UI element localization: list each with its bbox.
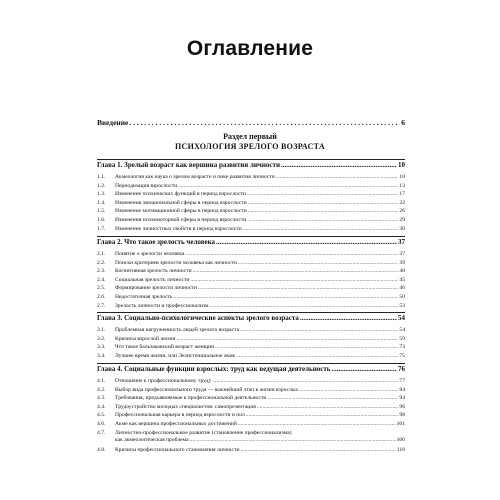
toc-intro[interactable] — [97, 118, 405, 127]
toc-leader-dots — [243, 227, 399, 233]
toc-item-text: Лучшее время жизни, или Экзистенциальное акме — [115, 352, 236, 359]
toc-item-text — [115, 430, 405, 444]
toc-item[interactable] — [97, 174, 405, 181]
toc-item-text: Отношение к профессиональному труду — [115, 378, 212, 384]
toc-chapter-label: Глава 1. Зрелый возраст как вершина развития личности — [97, 161, 280, 169]
toc-item-text: Проблемная нагруженность людей зрелого возраста — [115, 327, 240, 333]
toc-item-text: Зрелость личности и профессионализм — [115, 302, 209, 309]
toc-chapter-page: 37 — [398, 238, 405, 246]
toc-chapter[interactable] — [97, 314, 405, 322]
toc-item-page: 30 — [399, 225, 405, 232]
toc-item-text: Периодизация взрослости — [115, 182, 178, 189]
toc-leader-dots — [299, 388, 398, 394]
toc-item-number: 2.7. — [97, 302, 106, 309]
toc-item-page: 26 — [399, 208, 405, 215]
toc-item-number: 3.4. — [97, 352, 106, 359]
toc-item-text: Что такое бальзаковский возраст женщин — [115, 344, 214, 351]
toc-item-page: 13 — [399, 182, 405, 189]
toc-item-number: 2.5. — [97, 285, 106, 292]
toc-item-page: 46 — [399, 285, 405, 292]
toc-item[interactable] — [97, 285, 405, 292]
page-title: Оглавление — [186, 37, 314, 60]
toc-item-page: 54 — [399, 327, 405, 333]
toc-item-text: Понятие о зрелости человека — [115, 251, 185, 257]
toc-leader-dots — [212, 379, 398, 385]
toc-item-text: Выбор вида профессионального труда — важнейший этап в жизни взрослых — [115, 386, 299, 393]
toc-item[interactable] — [97, 352, 405, 360]
toc-item-page: 37 — [399, 251, 405, 257]
toc-item-text-line2: как акмеологическая проблема — [115, 437, 189, 444]
toc-item[interactable] — [97, 268, 405, 275]
toc-leader-dots — [174, 295, 399, 301]
toc-item[interactable] — [97, 344, 405, 351]
toc-item-page: 29 — [399, 217, 405, 223]
toc-item-number: 4.6. — [97, 421, 106, 427]
toc-item-text: Трудоустройство молодых специалистов: самопрезентация — [115, 403, 256, 410]
toc-item-number: 1.6. — [97, 217, 106, 223]
chapter-rule — [97, 363, 405, 364]
toc-item-number: 3.3. — [97, 344, 106, 351]
toc-item-page: 17 — [399, 191, 405, 198]
toc-item-number: 4.5. — [97, 412, 106, 419]
toc-item-number: 4.2. — [97, 386, 106, 393]
toc-item-text: Акме как вершина профессиональных достижений — [115, 421, 237, 427]
chapter-rule — [97, 312, 405, 313]
toc-item-page: 96 — [399, 403, 405, 410]
toc-item[interactable] — [97, 217, 405, 224]
toc-item[interactable] — [97, 446, 405, 454]
toc-item-text-line1: Личностно-профессиональное развитие (становление профессионализма) — [115, 429, 292, 436]
toc-chapter-page: 54 — [398, 314, 405, 322]
toc-chapter-page: 76 — [398, 365, 405, 373]
toc-item-number: 1.7. — [97, 225, 106, 232]
toc-item[interactable] — [97, 251, 405, 258]
toc-item-number: 2.3. — [97, 268, 106, 275]
toc-item[interactable] — [97, 302, 405, 310]
toc-item-text: Изменение личностных свойств в период взрослости — [115, 225, 242, 232]
toc-item[interactable] — [97, 403, 405, 411]
toc-intro-page: 6 — [401, 118, 405, 127]
toc-leader-dots — [193, 269, 399, 275]
toc-item-page: 22 — [399, 199, 405, 206]
toc-item-page: 116 — [396, 446, 405, 453]
toc-item[interactable] — [97, 199, 405, 207]
toc-item-number: 4.4. — [97, 403, 106, 410]
toc-item-text: Когнитивная зрелость личности — [115, 268, 192, 275]
toc-leader-dots — [215, 345, 398, 351]
toc-chapter-page: 10 — [398, 161, 405, 169]
toc-leader-dots — [240, 328, 398, 334]
toc-item[interactable] — [97, 208, 405, 215]
toc-item-page: 98 — [399, 412, 405, 419]
toc-item-page: 75 — [399, 352, 405, 359]
toc-item-number: 3.2. — [97, 335, 106, 342]
toc-leader-dots — [247, 218, 398, 224]
toc-item[interactable] — [97, 395, 405, 402]
toc-item-number: 1.2. — [97, 182, 106, 189]
toc-item-page: 40 — [399, 268, 405, 275]
toc-leader-dots — [216, 239, 397, 246]
toc-item-page: 59 — [399, 335, 405, 342]
toc-item[interactable] — [97, 191, 405, 198]
toc-leader-dots — [129, 119, 400, 127]
toc-item[interactable] — [97, 412, 405, 419]
toc-item-text: Недостаточная зрелость — [115, 294, 173, 300]
toc-leader-dots — [248, 201, 399, 207]
toc-item-page: 94 — [399, 395, 405, 402]
section-name: ПСИХОЛОГИЯ ЗРЕЛОГО ВОЗРАСТА — [175, 142, 325, 151]
toc-item-page: 77 — [399, 378, 405, 384]
toc-item-page: 10 — [399, 174, 405, 180]
toc-chapter-label: Глава 2. Что такое зрелость человека — [97, 238, 216, 246]
toc-leader-dots — [281, 162, 397, 169]
toc-chapter[interactable] — [97, 238, 405, 246]
toc-intro-label: Введение — [97, 118, 129, 127]
toc-item[interactable] — [97, 421, 405, 428]
toc-item-page: 84 — [399, 386, 405, 393]
toc-item-text: Изменение мотивационной сферы в период взрослости — [115, 208, 247, 215]
toc-leader-dots — [247, 192, 399, 198]
chapter-rule — [97, 236, 405, 237]
toc-chapter[interactable] — [97, 365, 405, 373]
toc-item-number: 4.8. — [97, 446, 106, 453]
toc-item-text: Акмеология как наука о зрелом возрасте и пике развития личности — [115, 174, 275, 180]
toc-leader-dots — [248, 209, 399, 215]
toc-leader-dots — [178, 184, 398, 190]
toc-leader-dots — [236, 354, 398, 360]
toc-item[interactable] — [97, 386, 405, 394]
toc-item[interactable] — [97, 259, 405, 267]
toc-item-page: 106 — [396, 437, 405, 444]
toc-item-number: 1.1. — [97, 174, 106, 180]
toc-item-page: 45 — [399, 276, 405, 283]
toc-leader-dots — [186, 252, 399, 258]
toc-chapter[interactable] — [97, 161, 405, 169]
toc-leader-dots — [267, 396, 398, 402]
toc-item-text: Формирование зрелости личности — [115, 285, 197, 292]
toc-item[interactable] — [97, 327, 405, 334]
toc-item[interactable] — [97, 294, 405, 301]
toc-leader-dots — [198, 286, 398, 292]
toc-item-page: 39 — [399, 259, 405, 266]
toc-item-number: 4.3. — [97, 395, 106, 402]
toc-item[interactable] — [97, 429, 405, 444]
toc-item-number: 2.2. — [97, 259, 106, 266]
toc-item-text: Поиски критериев зрелости человека как личности — [115, 259, 237, 266]
toc-item-text: Изменения эмоциональной сферы в период взрослости — [115, 199, 247, 206]
toc-item-number: 1.4. — [97, 199, 106, 206]
section-label: Раздел первый — [223, 132, 277, 141]
toc-leader-dots — [300, 315, 397, 322]
toc-leader-dots — [276, 175, 399, 181]
toc-leader-dots — [240, 448, 395, 454]
toc-item[interactable] — [97, 276, 405, 284]
toc-leader-dots — [190, 438, 396, 444]
toc-item-text: Кризисы профессионального становления личности — [115, 446, 240, 453]
toc-item[interactable] — [97, 225, 405, 233]
toc-item-number: 1.5. — [97, 208, 106, 215]
toc-item-number: 1.3. — [97, 191, 106, 198]
toc-item[interactable] — [97, 335, 405, 343]
toc-chapter-label: Глава 3. Социально-психологические аспекты зрелого возраста — [97, 314, 299, 322]
chapter-rule — [97, 159, 405, 160]
toc-item[interactable] — [97, 378, 405, 385]
toc-item-text: Профессиональная карьера в период взрослости и пол — [115, 412, 245, 419]
toc-item-text: Кризисы взрослой жизни — [115, 335, 176, 342]
toc-leader-dots — [246, 413, 399, 419]
toc-leader-dots — [190, 278, 398, 284]
toc-leader-dots — [238, 422, 396, 428]
toc-item-text: Требования, предъявляемые к профессиональной деятельности — [115, 395, 267, 402]
toc-item-number: 2.6. — [97, 294, 106, 300]
toc-leader-dots — [238, 261, 399, 267]
toc-leader-dots — [257, 405, 399, 411]
toc-item[interactable] — [97, 182, 405, 190]
toc-item-page: 101 — [396, 421, 405, 427]
toc-item-number: 2.4. — [97, 276, 106, 283]
toc-item-text: Изменение психических функций в период взрослости — [115, 191, 246, 198]
toc-leader-dots — [210, 304, 399, 310]
toc-item-number: 2.1. — [97, 251, 106, 257]
toc-leader-dots — [176, 337, 398, 343]
toc-item-number: 4.1. — [97, 378, 106, 384]
toc-leader-dots — [332, 366, 398, 373]
toc-chapter-label: Глава 4. Социальные функции взрослых: труд как ведущая деятельность — [97, 365, 331, 373]
toc-item-page: 53 — [399, 302, 405, 309]
toc-item-text: Социальная зрелость личности — [115, 276, 190, 283]
toc-item-number: 3.1. — [97, 327, 106, 333]
toc-item-text: Изменения психомоторной сферы в период взрослости — [115, 217, 247, 223]
toc-item-page: 50 — [399, 294, 405, 300]
toc-item-number: 4.7. — [97, 429, 106, 436]
toc-item-page: 73 — [399, 344, 405, 351]
